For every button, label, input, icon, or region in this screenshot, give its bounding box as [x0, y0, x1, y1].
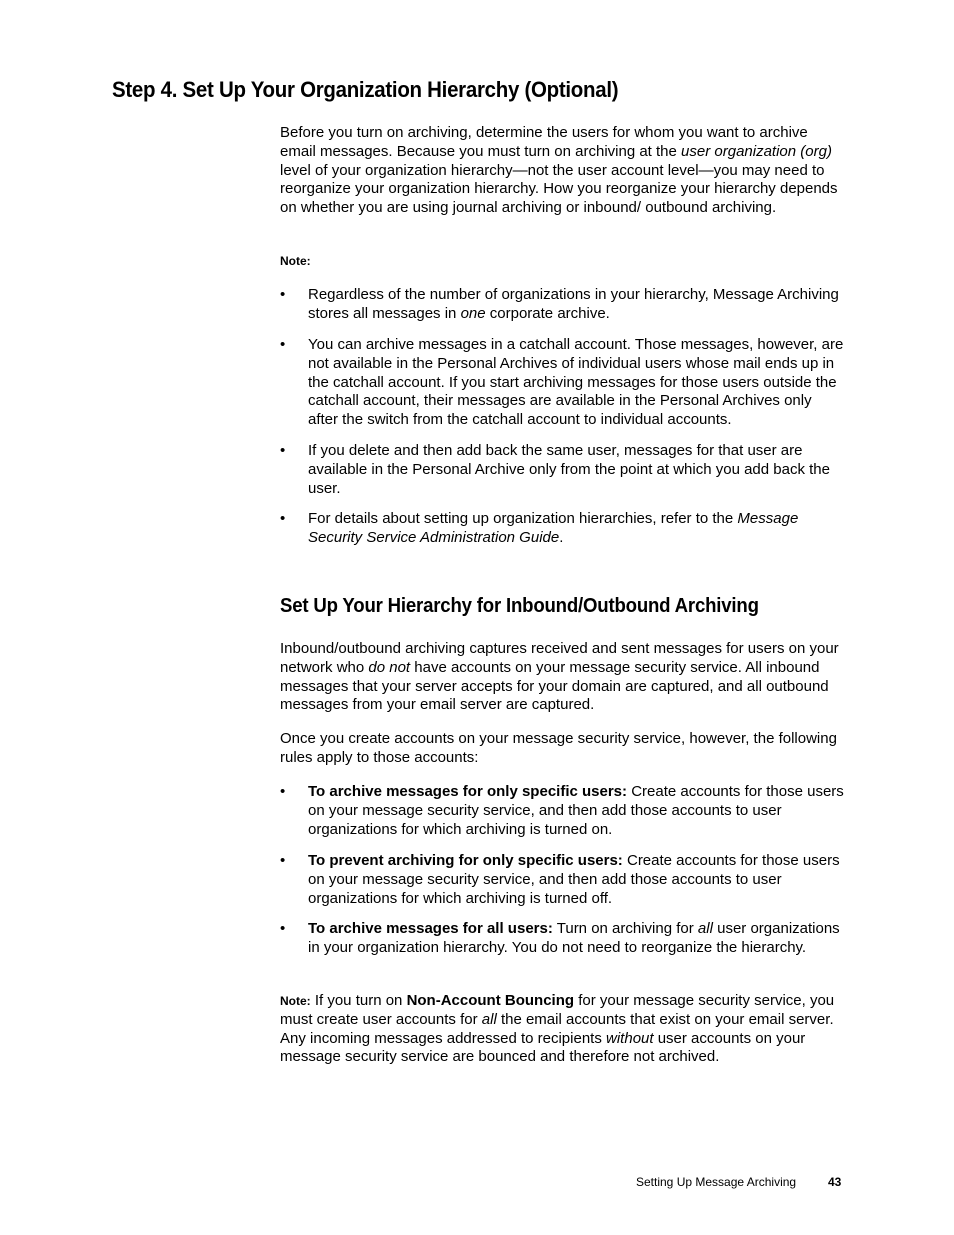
bullet-icon: •: [280, 286, 286, 303]
bullet-icon: •: [280, 510, 286, 527]
note-bullet-2-text: You can archive messages in a catchall account. Those messages, however, are not available in the Personal Archives of individual users whose mail ends up in the catchall account. If you start archiving messages for those users outside the catchall account, their messages are available in the Personal Archives only after the switch from the catchall account to individual accounts.: [308, 336, 844, 429]
intro-emphasis: user organization (org): [681, 142, 832, 160]
footer-section-title: Setting Up Message Archiving: [636, 1175, 797, 1189]
rules-intro-paragraph: Once you create accounts on your message security service, however, the following rules apply to those accounts:: [280, 730, 837, 766]
rule-bullet-3-text: To archive messages for all users: Turn on archiving for all user organizations in your organization hierarchy. You do not need to reorganize the hierarchy.: [308, 920, 840, 956]
rule-bullet-1-text: To archive messages for only specific users: Create accounts for those users on your message security service, and then add those accounts to user organizations for which archiving is turned on.: [308, 783, 844, 838]
note-heading: [280, 252, 845, 271]
page-number: 43: [828, 1175, 842, 1189]
rule-bullet-2-text: To prevent archiving for only specific users: Create accounts for those users on your message security service, and then add those accounts to user organizations for which archiving is turned off.: [308, 852, 840, 907]
intro-text-2: level of your organization hierarchy—not the user account level—you may need to reorganize your organization hierarchy. How you reorganize your hierarchy depends on whether you are using journal archiving or inbound/ outbound archiving.: [280, 161, 838, 217]
inbound-outbound-paragraph: Inbound/outbound archiving captures received and sent messages for users on your network who do not have accounts on your message security service. All inbound messages that your server accepts for your domain are captured, and all outbound messages from your email server are captured.: [280, 640, 839, 714]
bullet-icon: •: [280, 852, 286, 869]
note-label: Note:: [280, 254, 311, 268]
note-label: Note:: [280, 994, 311, 1008]
page-heading: Step 4. Set Up Your Organization Hierarchy (Optional): [112, 77, 619, 102]
note-bullet-3-text: If you delete and then add back the same user, messages for that user are available in the Personal Archive only from the point at which you add back the user.: [308, 442, 830, 497]
note-bullet-1-text: Regardless of the number of organizations in your hierarchy, Message Archiving stores all messages in one corporate archive.: [308, 286, 839, 322]
bullet-icon: •: [280, 442, 286, 459]
section-subheading: Set Up Your Hierarchy for Inbound/Outbound Archiving: [280, 595, 759, 617]
intro-text-1: Before you turn on archiving, determine the users for whom you want to archive email messages. Because you must turn on archiving at the: [280, 124, 808, 160]
bullet-icon: •: [280, 920, 286, 937]
bullet-icon: •: [280, 336, 286, 353]
intro-paragraph: [280, 124, 845, 218]
note-bullet-4-text: For details about setting up organization hierarchies, refer to the Message Security Service Administration Guide.: [308, 510, 799, 546]
non-account-bouncing-note: Note: If you turn on Non-Account Bouncing for your message security service, you must create user accounts for all the email accounts that exist on your email server. Any incoming messages addressed to recipients without user accounts on your message security service are bounced and therefore not archived.: [280, 992, 835, 1066]
bullet-icon: •: [280, 783, 286, 800]
